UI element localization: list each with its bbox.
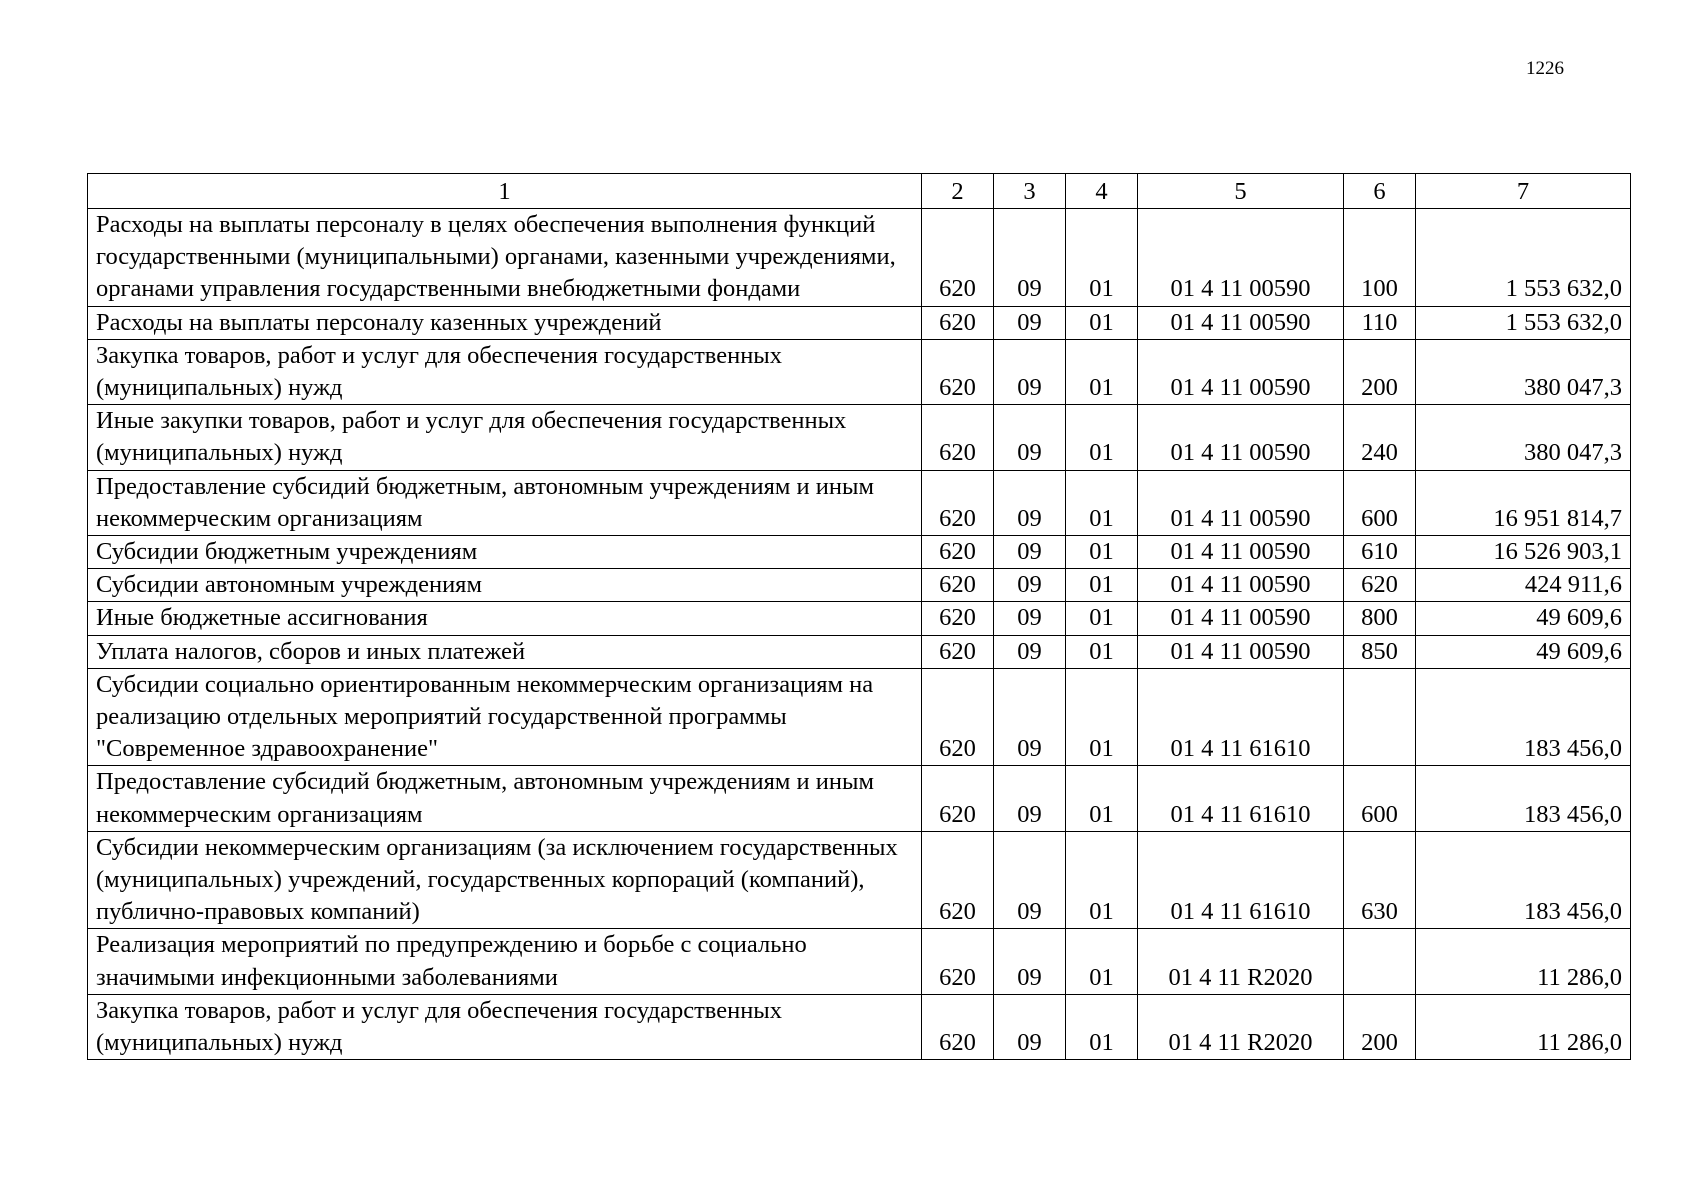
ministry-code: 620 [922, 766, 994, 831]
section-code: 09 [994, 602, 1066, 635]
column-header: 3 [994, 174, 1066, 209]
target-article-code: 01 4 11 61610 [1138, 668, 1344, 766]
table-row [88, 536, 1631, 569]
amount: 1 553 632,0 [1416, 306, 1631, 339]
expense-type-code: 610 [1344, 536, 1416, 569]
ministry-code: 620 [922, 306, 994, 339]
expense-name: Предоставление субсидий бюджетным, автономным учреждениям и иным некоммерческим организациям [88, 470, 922, 535]
expense-type-code: 110 [1344, 306, 1416, 339]
table-row [88, 635, 1631, 668]
expense-name: Иные бюджетные ассигнования [88, 602, 922, 635]
amount: 1 553 632,0 [1416, 209, 1631, 307]
expense-name: Предоставление субсидий бюджетным, автономным учреждениям и иным некоммерческим организациям [88, 766, 922, 831]
expense-name: Субсидии автономным учреждениям [88, 569, 922, 602]
ministry-code: 620 [922, 602, 994, 635]
column-header: 1 [88, 174, 922, 209]
amount: 183 456,0 [1416, 766, 1631, 831]
expense-type-code: 620 [1344, 569, 1416, 602]
subsection-code: 01 [1066, 405, 1138, 470]
table-row [88, 209, 1631, 307]
target-article-code: 01 4 11 00590 [1138, 569, 1344, 602]
section-code: 09 [994, 209, 1066, 307]
target-article-code: 01 4 11 61610 [1138, 766, 1344, 831]
subsection-code: 01 [1066, 602, 1138, 635]
target-article-code: 01 4 11 R2020 [1138, 929, 1344, 994]
expense-name: Субсидии социально ориентированным некоммерческим организациям на реализацию отдельных мероприятий государственной программы "Современное здравоохранение" [88, 668, 922, 766]
expense-name: Закупка товаров, работ и услуг для обеспечения государственных (муниципальных) нужд [88, 994, 922, 1059]
page-number: 1226 [1526, 58, 1564, 79]
section-code: 09 [994, 405, 1066, 470]
table-row [88, 668, 1631, 766]
ministry-code: 620 [922, 929, 994, 994]
table-row [88, 339, 1631, 404]
column-header: 2 [922, 174, 994, 209]
section-code: 09 [994, 339, 1066, 404]
ministry-code: 620 [922, 635, 994, 668]
subsection-code: 01 [1066, 339, 1138, 404]
section-code: 09 [994, 994, 1066, 1059]
target-article-code: 01 4 11 00590 [1138, 306, 1344, 339]
amount: 183 456,0 [1416, 831, 1631, 929]
subsection-code: 01 [1066, 831, 1138, 929]
ministry-code: 620 [922, 569, 994, 602]
subsection-code: 01 [1066, 470, 1138, 535]
expense-name: Расходы на выплаты персоналу в целях обеспечения выполнения функций государственными (муниципальными) органами, казенными учреждениями, органами управления государственными внебюджетными фондами [88, 209, 922, 307]
expense-type-code: 850 [1344, 635, 1416, 668]
expense-type-code: 200 [1344, 339, 1416, 404]
target-article-code: 01 4 11 00590 [1138, 536, 1344, 569]
ministry-code: 620 [922, 209, 994, 307]
section-code: 09 [994, 470, 1066, 535]
ministry-code: 620 [922, 536, 994, 569]
section-code: 09 [994, 306, 1066, 339]
subsection-code: 01 [1066, 306, 1138, 339]
amount: 16 951 814,7 [1416, 470, 1631, 535]
subsection-code: 01 [1066, 929, 1138, 994]
target-article-code: 01 4 11 R2020 [1138, 994, 1344, 1059]
table-row [88, 470, 1631, 535]
expense-type-code [1344, 668, 1416, 766]
section-code: 09 [994, 929, 1066, 994]
subsection-code: 01 [1066, 536, 1138, 569]
section-code: 09 [994, 668, 1066, 766]
subsection-code: 01 [1066, 994, 1138, 1059]
table-row [88, 929, 1631, 994]
subsection-code: 01 [1066, 668, 1138, 766]
ministry-code: 620 [922, 831, 994, 929]
amount: 380 047,3 [1416, 405, 1631, 470]
expense-name: Закупка товаров, работ и услуг для обеспечения государственных (муниципальных) нужд [88, 339, 922, 404]
target-article-code: 01 4 11 00590 [1138, 405, 1344, 470]
table-row [88, 831, 1631, 929]
section-code: 09 [994, 635, 1066, 668]
table-row [88, 306, 1631, 339]
expense-type-code: 600 [1344, 766, 1416, 831]
ministry-code: 620 [922, 339, 994, 404]
table-row [88, 994, 1631, 1059]
section-code: 09 [994, 831, 1066, 929]
section-code: 09 [994, 766, 1066, 831]
expense-type-code [1344, 929, 1416, 994]
target-article-code: 01 4 11 00590 [1138, 470, 1344, 535]
target-article-code: 01 4 11 00590 [1138, 209, 1344, 307]
amount: 183 456,0 [1416, 668, 1631, 766]
expense-name: Реализация мероприятий по предупреждению и борьбе с социально значимыми инфекционными заболеваниями [88, 929, 922, 994]
column-header: 7 [1416, 174, 1631, 209]
expense-type-code: 600 [1344, 470, 1416, 535]
table-row [88, 405, 1631, 470]
target-article-code: 01 4 11 61610 [1138, 831, 1344, 929]
column-header: 5 [1138, 174, 1344, 209]
amount: 49 609,6 [1416, 635, 1631, 668]
subsection-code: 01 [1066, 569, 1138, 602]
ministry-code: 620 [922, 470, 994, 535]
table-row [88, 602, 1631, 635]
expense-type-code: 630 [1344, 831, 1416, 929]
section-code: 09 [994, 569, 1066, 602]
amount: 16 526 903,1 [1416, 536, 1631, 569]
subsection-code: 01 [1066, 635, 1138, 668]
expense-type-code: 100 [1344, 209, 1416, 307]
expense-type-code: 240 [1344, 405, 1416, 470]
expense-name: Расходы на выплаты персоналу казенных учреждений [88, 306, 922, 339]
ministry-code: 620 [922, 668, 994, 766]
expense-name: Субсидии некоммерческим организациям (за исключением государственных (муниципальных) учреждений, государственных корпораций (компаний), публично-правовых компаний) [88, 831, 922, 929]
table-row [88, 569, 1631, 602]
subsection-code: 01 [1066, 209, 1138, 307]
expense-type-code: 800 [1344, 602, 1416, 635]
target-article-code: 01 4 11 00590 [1138, 602, 1344, 635]
expense-name: Субсидии бюджетным учреждениям [88, 536, 922, 569]
amount: 424 911,6 [1416, 569, 1631, 602]
target-article-code: 01 4 11 00590 [1138, 339, 1344, 404]
expense-name: Уплата налогов, сборов и иных платежей [88, 635, 922, 668]
budget-table [87, 173, 1631, 1060]
subsection-code: 01 [1066, 766, 1138, 831]
amount: 380 047,3 [1416, 339, 1631, 404]
target-article-code: 01 4 11 00590 [1138, 635, 1344, 668]
table-row [88, 766, 1631, 831]
amount: 11 286,0 [1416, 994, 1631, 1059]
section-code: 09 [994, 536, 1066, 569]
column-header: 4 [1066, 174, 1138, 209]
amount: 11 286,0 [1416, 929, 1631, 994]
table-header-row [88, 174, 1631, 209]
ministry-code: 620 [922, 405, 994, 470]
ministry-code: 620 [922, 994, 994, 1059]
expense-type-code: 200 [1344, 994, 1416, 1059]
expense-name: Иные закупки товаров, работ и услуг для обеспечения государственных (муниципальных) нужд [88, 405, 922, 470]
amount: 49 609,6 [1416, 602, 1631, 635]
column-header: 6 [1344, 174, 1416, 209]
